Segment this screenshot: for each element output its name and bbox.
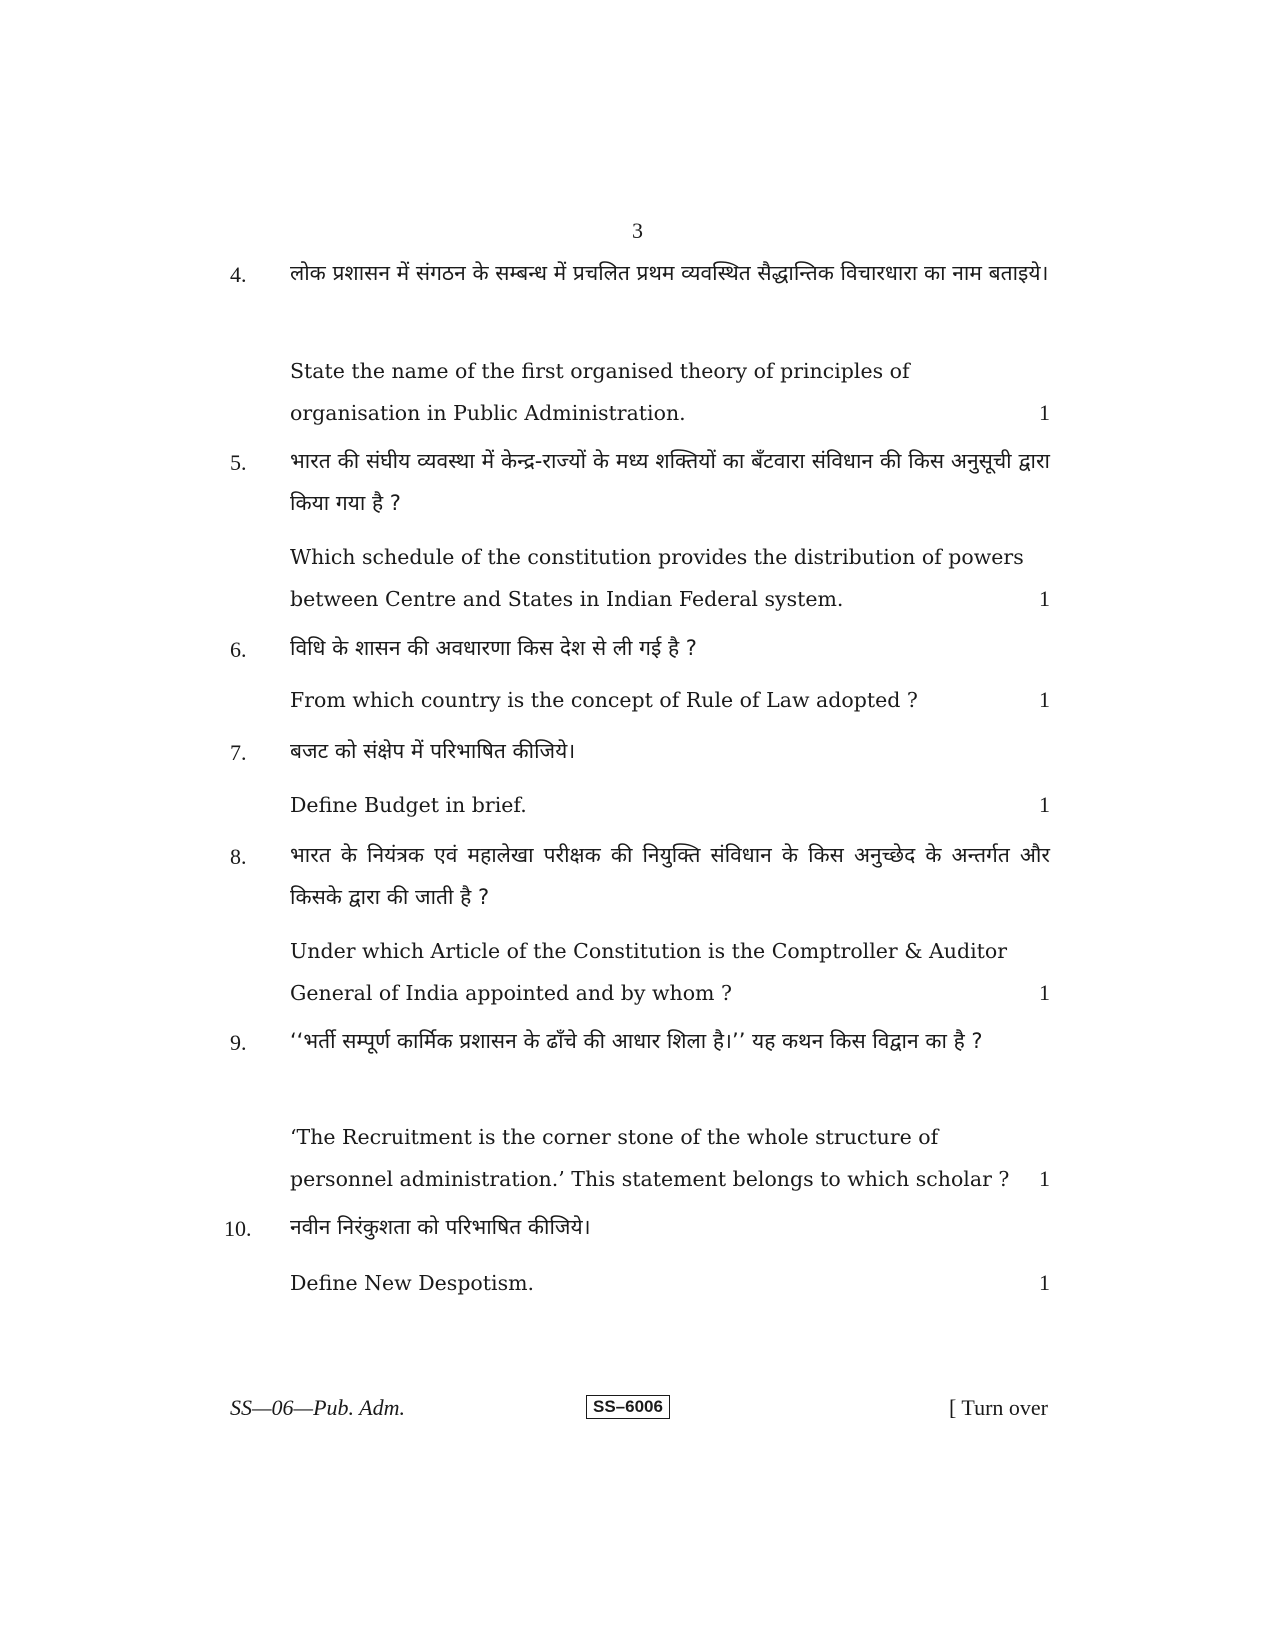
question-marks: 1 (1039, 586, 1050, 611)
question-marks: 1 (1039, 1270, 1050, 1295)
english-line-2-row (290, 578, 1050, 620)
page-number: 3 (632, 218, 643, 243)
paper-subject-code: SS—06—Pub. Adm. (230, 1395, 405, 1420)
english-line-1: State the name of the first organised theory of principles of (290, 359, 910, 383)
question-number: 10. (224, 1216, 252, 1241)
turn-over-note: [ Turn over (948, 1395, 1048, 1420)
question-english-text (290, 1262, 1050, 1304)
question-english-text (290, 536, 1050, 620)
english-line-2-row (290, 392, 1050, 434)
question-english-text (290, 784, 1050, 826)
question-english-text (290, 1116, 1050, 1200)
question-hindi-text: भारत की संघीय व्यवस्था में केन्द्र-राज्यों के मध्य शक्तियों का बँटवारा संविधान की किस अनुसूची द्वारा किया गया है ? (290, 449, 1050, 515)
english-line-2: personnel administration.’ This statement belongs to which scholar ? (290, 1167, 1010, 1191)
question-hindi-text: नवीन निरंकुशता को परिभाषित कीजिये। (290, 1215, 591, 1239)
question-marks: 1 (1039, 687, 1050, 712)
english-line-2-row (290, 679, 1050, 721)
english-line-2: Define Budget in brief. (290, 793, 527, 817)
paper-code-box: SS–6006 (586, 1395, 670, 1419)
question-english-text (290, 679, 1050, 721)
question-english-text (290, 350, 1050, 434)
english-line-2-row (290, 1158, 1050, 1200)
english-line-2: between Centre and States in Indian Federal system. (290, 587, 844, 611)
question-marks: 1 (1039, 1166, 1050, 1191)
question-number: 8. (230, 844, 247, 869)
english-line-2-row (290, 972, 1050, 1014)
english-line-2-row (290, 784, 1050, 826)
question-english-text (290, 930, 1050, 1014)
question-number: 4. (230, 262, 247, 287)
question-hindi-text: बजट को संक्षेप में परिभाषित कीजिये। (290, 739, 576, 763)
question-hindi-text: भारत के नियंत्रक एवं महालेखा परीक्षक की नियुक्ति संविधान के किस अनुच्छेद के अन्तर्गत और किसके द्वारा की जाती है ? (290, 843, 1050, 909)
english-line-2-row (290, 1262, 1050, 1304)
english-line-2: organisation in Public Administration. (290, 401, 686, 425)
question-number: 9. (230, 1030, 247, 1055)
english-line-1: Which schedule of the constitution provides the distribution of powers (290, 545, 1024, 569)
question-hindi-text: विधि के शासन की अवधारणा किस देश से ली गई है ? (290, 636, 697, 660)
question-number: 7. (230, 740, 247, 765)
english-line-2: Define New Despotism. (290, 1271, 535, 1295)
question-number: 5. (230, 450, 247, 475)
english-line-1: ‘The Recruitment is the corner stone of the whole structure of (290, 1125, 939, 1149)
question-marks: 1 (1039, 980, 1050, 1005)
question-number: 6. (230, 637, 247, 662)
question-marks: 1 (1039, 400, 1050, 425)
english-line-2: From which country is the concept of Rule of Law adopted ? (290, 688, 918, 712)
page-footer (230, 1395, 1048, 1425)
question-hindi-text: ‘‘भर्ती सम्पूर्ण कार्मिक प्रशासन के ढाँचे की आधार शिला है।’’ यह कथन किस विद्वान का है ? (290, 1029, 983, 1053)
question-marks: 1 (1039, 792, 1050, 817)
question-hindi-text: लोक प्रशासन में संगठन के सम्बन्ध में प्रचलित प्रथम व्यवस्थित सैद्धान्तिक विचारधारा का नाम बताइये। (290, 261, 1049, 285)
english-line-1: Under which Article of the Constitution is the Comptroller & Auditor (290, 939, 1008, 963)
english-line-2: General of India appointed and by whom ? (290, 981, 733, 1005)
